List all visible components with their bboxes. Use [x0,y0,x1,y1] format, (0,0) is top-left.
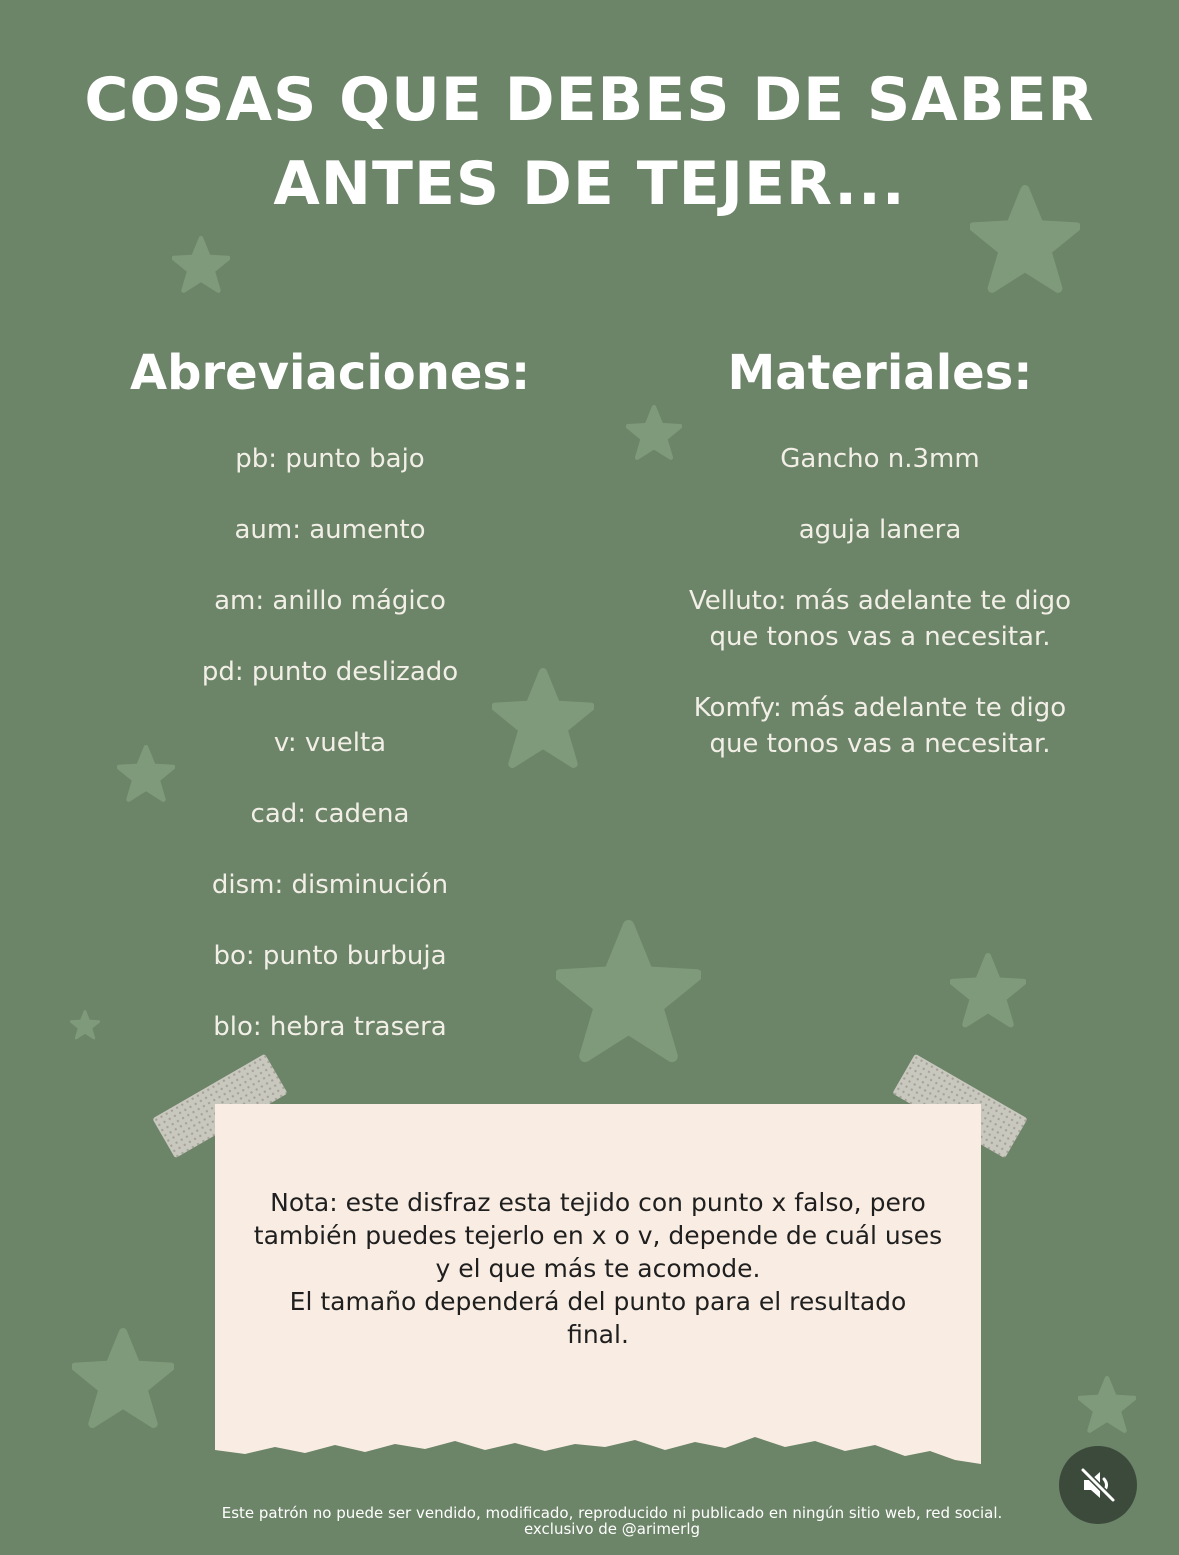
abbreviations-section [130,335,530,1080]
footer-disclaimer [0,1505,1179,1537]
abbreviations-heading: Abreviaciones: [130,345,531,401]
note-line: El tamaño dependerá del punto para el resultado [289,1287,907,1316]
title-line-1: COSAS QUE DEBES DE SABER [84,65,1095,135]
star-icon [556,920,701,1065]
list-item: dism: disminución [211,870,449,900]
list-item: aguja lanera [798,515,962,545]
list-item: cad: cadena [250,799,410,829]
list-item: pd: punto deslizado [201,657,459,687]
list-item: Komfy: más adelante te digo que tonos vas a necesitar. [693,693,1067,759]
mute-button[interactable] [1059,1446,1137,1524]
list-item: blo: hebra trasera [213,1012,447,1042]
star-icon [950,953,1026,1029]
page-title [0,58,1179,226]
list-item: Velluto: más adelante te digo que tonos vas a necesitar. [688,586,1071,652]
materials-list [660,441,1100,762]
materials-section [660,335,1100,797]
list-item: am: anillo mágico [214,586,446,616]
list-item: v: vuelta [273,728,387,758]
list-item: aum: aumento [234,515,426,545]
footer-line-1: Este patrón no puede ser vendido, modificado, reproducido ni publicado en ningún sitio web, red social. [221,1504,1003,1522]
note-line: y el que más te acomode. [435,1254,761,1283]
note-line: también puedes tejerlo en x o v, depende de cuál uses [253,1221,943,1250]
star-icon [70,1010,100,1040]
speaker-muted-icon [1078,1465,1118,1505]
title-line-2: ANTES DE TEJER... [273,149,906,219]
list-item: Gancho n.3mm [780,444,980,474]
note-text [235,1186,961,1351]
star-icon [1078,1376,1136,1434]
abbreviations-list [130,441,530,1045]
footer-line-2: exclusivo de @arimerlg [523,1520,701,1538]
note-line: Nota: este disfraz esta tejido con punto x falso, pero [270,1188,926,1217]
list-item: pb: punto bajo [235,444,425,474]
star-icon [72,1328,174,1430]
note-card [215,1104,981,1474]
list-item: bo: punto burbuja [213,941,447,971]
note-line: final. [567,1320,629,1349]
star-icon [172,236,230,294]
materials-heading: Materiales: [727,345,1033,401]
